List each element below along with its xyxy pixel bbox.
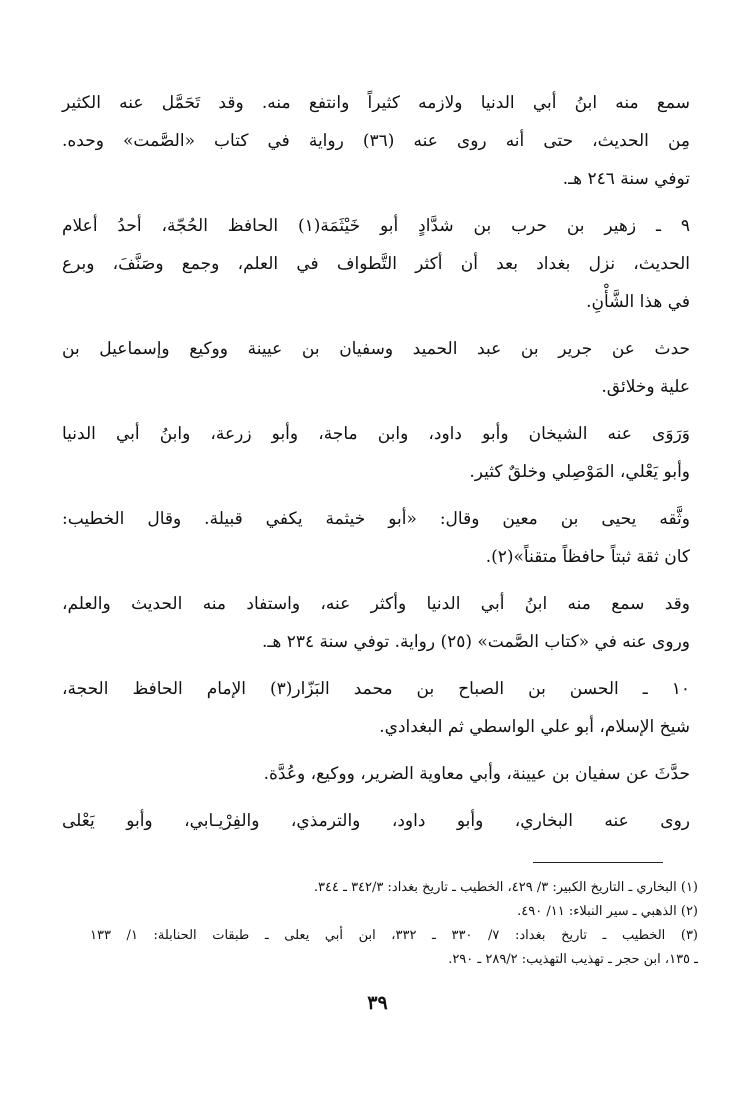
text-line: حدَّثَ عن سفيان بن عيينة، وأبي معاوية الضرير، ووكيع، وعُدَّة.	[263, 764, 690, 784]
page-number: ٣٩	[367, 992, 388, 1014]
paragraph	[62, 330, 690, 406]
footnote: (٢) الذهبي ـ سير النبلاء: ١١/ ٤٩٠.	[517, 904, 698, 919]
text-line: وأبو يَعْلي، المَوْصِلي وخلقٌ كثير.	[469, 462, 690, 482]
paragraph	[62, 84, 690, 198]
footnote-continuation: ـ ١٣٥، ابن حجر ـ تهذيب التهذيب: ٢٨٩/٢ ـ ٢٩٠.	[448, 952, 698, 967]
paragraph	[62, 802, 690, 840]
text-line: روى عنه البخاري، وأبو داود، والترمذي، والفِرْيـابي، وأبو يَعْلى	[62, 811, 690, 831]
text-line: علية وخلائق.	[601, 377, 690, 397]
paragraph	[62, 415, 690, 491]
paragraph	[62, 500, 690, 576]
text-line: وَرَوَى عنه الشيخان وأبو داود، وابن ماجة، وأبو زرعة، وابنُ أبي الدنيا	[62, 424, 690, 444]
text-line: توفي سنة ٢٤٦ هـ.	[562, 169, 690, 189]
paragraph	[62, 207, 690, 321]
text-line: مِن الحديث، حتى أنه روى عنه (٣٦) رواية في كتاب «الصَّمت» وحده.	[62, 131, 690, 151]
text-line: حدث عن جرير بن عبد الحميد وسفيان بن عيينة ووكيع وإسماعيل بن	[62, 339, 690, 359]
footnote: (١) البخاري ـ التاريخ الكبير: ٣/ ٤٢٩، الخطيب ـ تاريخ بغداد: ٣٤٢/٣ ـ ٣٤٤.	[313, 880, 698, 895]
text-line: ١٠ ـ الحسن بن الصباح بن محمد البَزّار(٣) الإمام الحافظ الحجة،	[62, 679, 690, 699]
paragraph	[62, 585, 690, 661]
paragraph	[62, 755, 690, 793]
text-line: الحديث، نزل بغداد بعد أن أكثر التَّطواف في العلم، وجمع وصَنَّفَ، وبرع	[62, 254, 690, 274]
main-text	[62, 84, 690, 840]
footnotes	[90, 876, 698, 972]
text-line: وروى عنه في «كتاب الصَّمت» (٢٥) رواية. توفي سنة ٢٣٤ هـ.	[261, 632, 690, 652]
text-line: وثَّقه يحيى بن معين وقال: «أبو خيثمة يكفي قبيلة. وقال الخطيب:	[62, 509, 690, 529]
footnote: (٣) الخطيب ـ تاريخ بغداد: ٧/ ٣٣٠ ـ ٣٣٢، ابن أبي يعلى ـ طبقات الحنابلة: ١/ ١٣٣	[90, 928, 698, 943]
text-line: شيخ الإسلام، أبو علي الواسطي ثم البغدادي.	[379, 717, 690, 737]
text-line: كان ثقة ثبتاً حافظاً متقناً»(٢).	[485, 547, 690, 567]
text-line: ٩ ـ زهير بن حرب بن شدَّادٍ أبو خَيْثَمَة(١) الحافظ الحُجّة، أحدُ أعلام	[62, 216, 690, 236]
text-line: سمع منه ابنُ أبي الدنيا ولازمه كثيراً وانتفع منه. وقد تَحَمَّل عنه الكثير	[62, 93, 690, 113]
footnote-separator	[533, 862, 663, 863]
text-line: في هذا الشَّأْنِ.	[586, 292, 690, 312]
text-line: وقد سمع منه ابنُ أبي الدنيا وأكثر عنه، واستفاد منه الحديث والعلم،	[62, 594, 690, 614]
paragraph	[62, 670, 690, 746]
